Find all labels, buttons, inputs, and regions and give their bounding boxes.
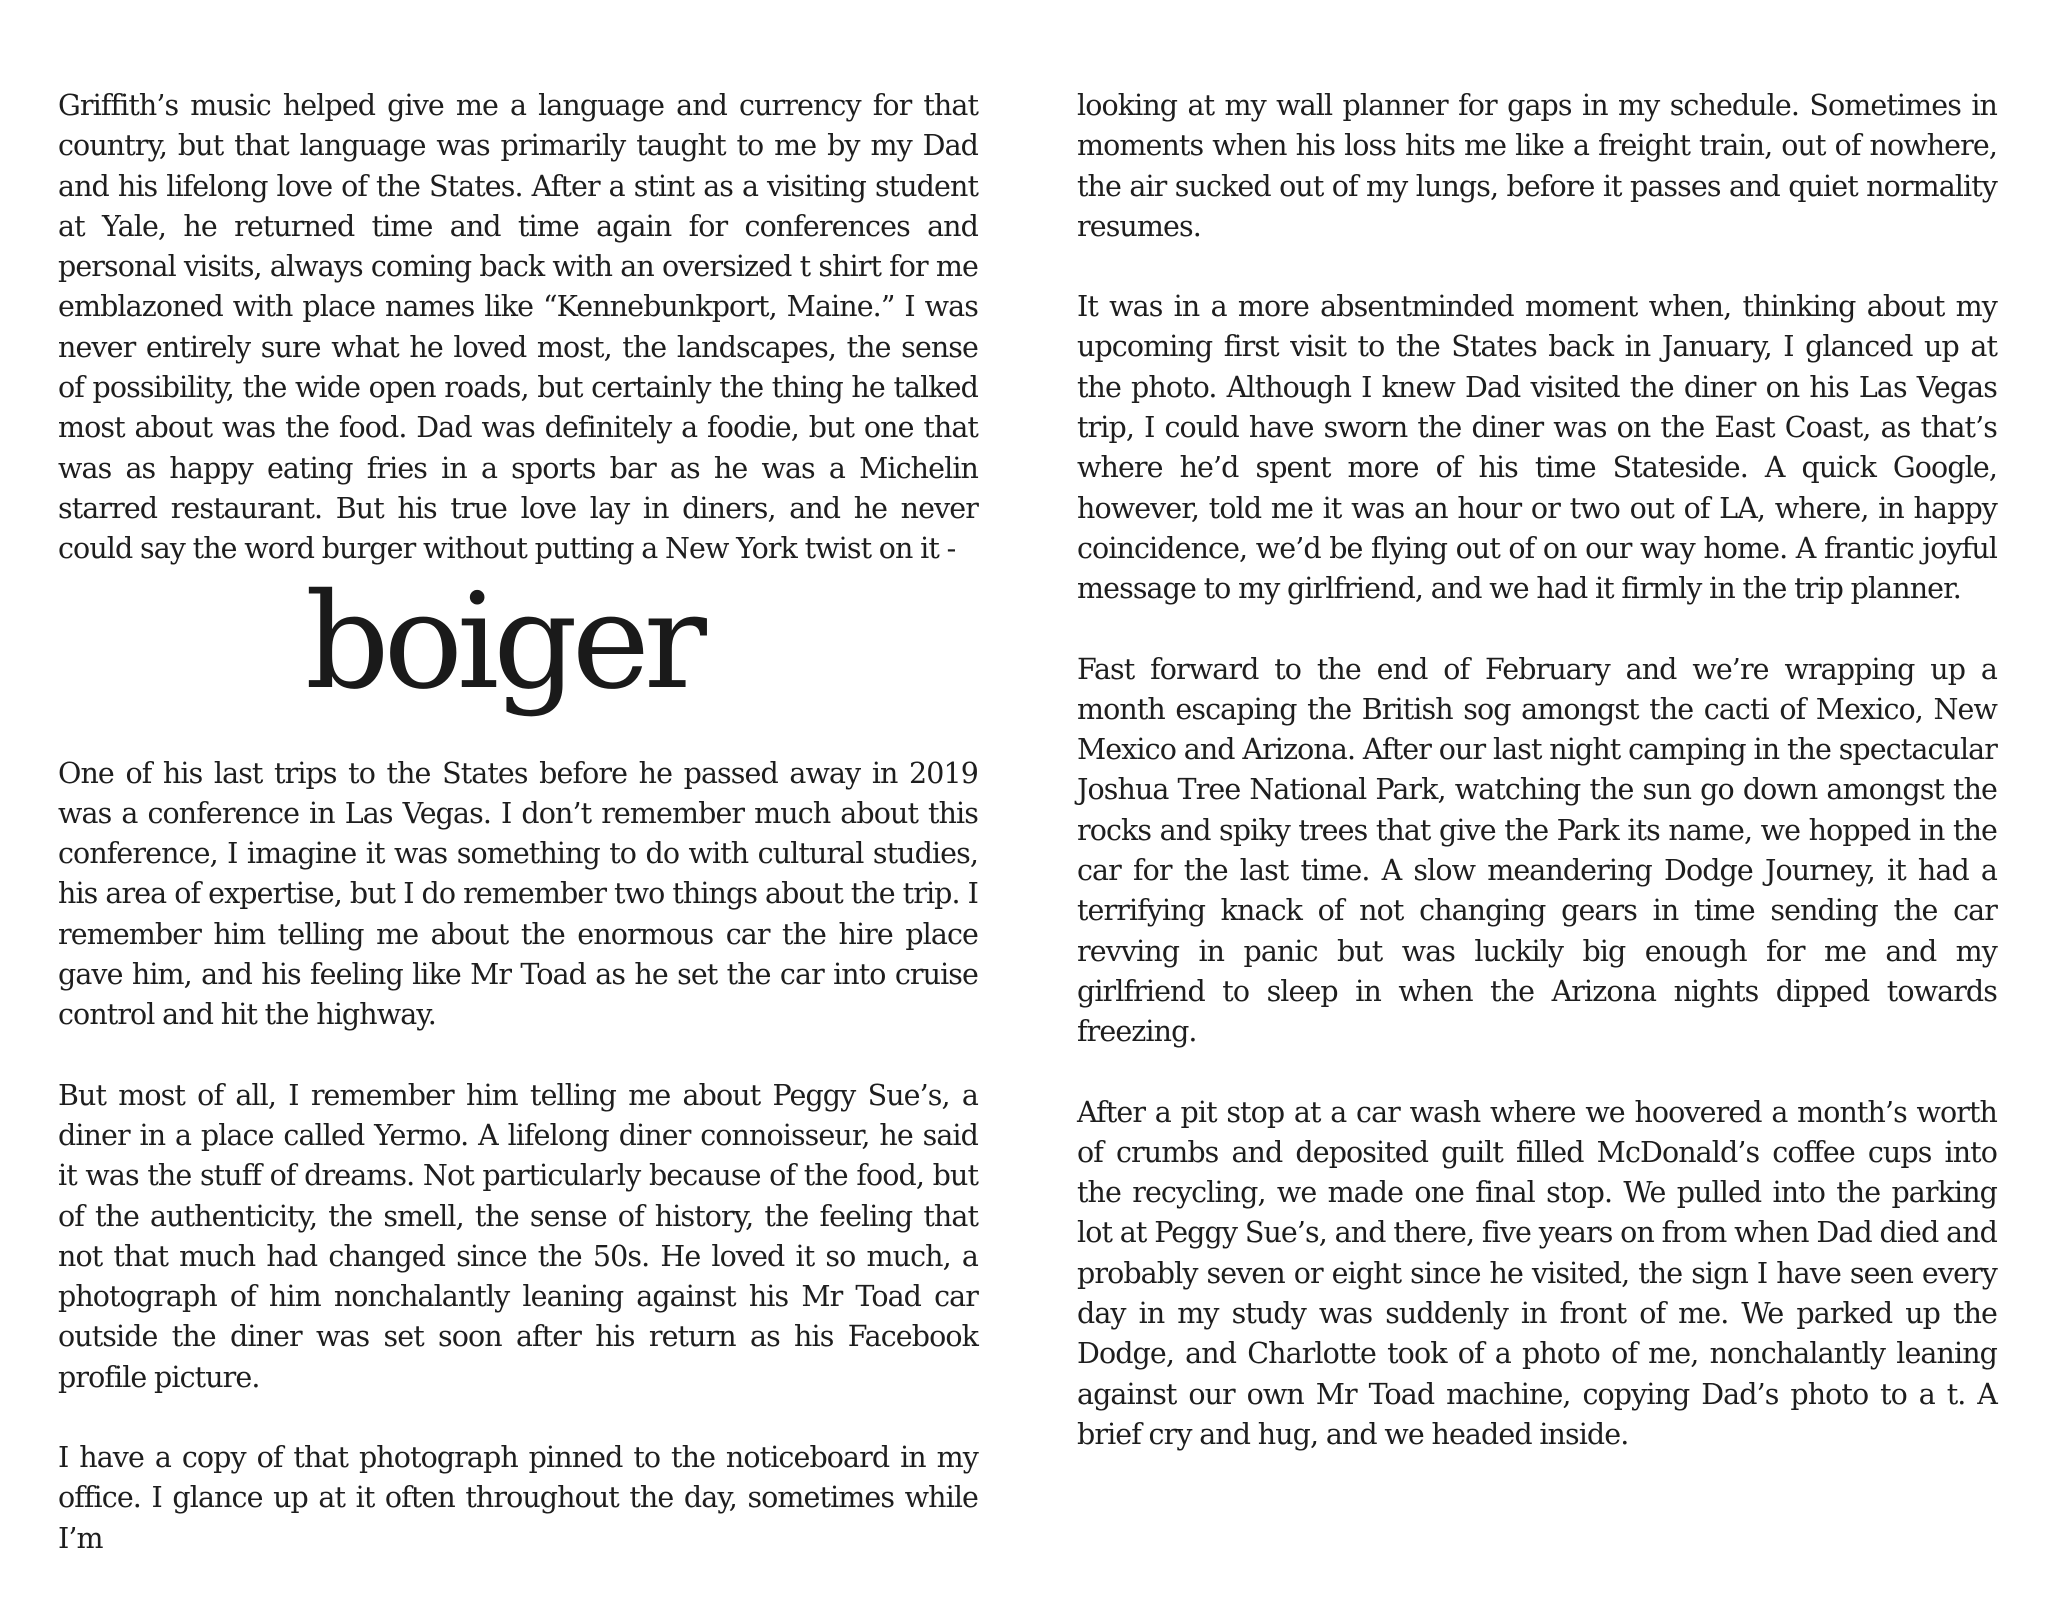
left-paragraph-3: But most of all, I remember him telling me about Peggy Sue’s, a diner in a place called Yermo. A lifelong diner connoisseur, he said it was the stuff of dreams. Not particularly because of the food, but of the authenticity, the smell, the sense of history, the feeling that not that much had changed since the 50s. He loved it so much, a photograph of him nonchalantly leaning against his Mr Toad car outside the diner was set soon after his return as his Facebook profile picture. bbox=[58, 1078, 978, 1394]
pull-word-boiger: boiger bbox=[305, 564, 701, 719]
right-paragraph-2: It was in a more absentminded moment when, thinking about my upcoming first visit to the States back in January, I glanced up at the photo. Although I knew Dad visited the diner on his Las Vegas trip, I could have sworn the diner was on the East Coast, as that’s where he’d spent more of his time Stateside. A quick Google, however, told me it was an hour or two out of LA, where, in happy coincidence, we’d be flying out of on our way home. A frantic joyful message to my girlfriend, and we had it firmly in the trip planner. bbox=[1077, 290, 1997, 606]
left-paragraph-2: One of his last trips to the States before he passed away in 2019 was a conference in Las Vegas. I don’t remember much about this conference, I imagine it was something to do with cultural studies, his area of expertise, but I do remember two things about the trip. I remember him telling me about the enormous car the hire place gave him, and his feeling like Mr Toad as he set the car into cruise control and hit the highway. bbox=[58, 756, 978, 1032]
right-paragraph-4: After a pit stop at a car wash where we hoovered a month’s worth of crumbs and deposited guilt filled McDonald’s coffee cups into the recycling, we made one final stop. We pulled into the parking lot at Peggy Sue’s, and there, five years on from when Dad died and probably seven or eight since he visited, the sign I have seen every day in my study was suddenly in front of me. We parked up the Dodge, and Charlotte took of a photo of me, nonchalantly leaning against our own Mr Toad machine, copying Dad’s photo to a t. A brief cry and hug, and we headed inside. bbox=[1077, 1095, 1997, 1451]
left-column bbox=[58, 86, 978, 1599]
right-column bbox=[1077, 86, 1997, 1495]
left-paragraph-1: Griffith’s music helped give me a language and currency for that country, but that language was primarily taught to me by my Dad and his lifelong love of the States. After a stint as a visiting student at Yale, he returned time and time again for conferences and personal visits, always coming back with an oversized t shirt for me emblazoned with place names like “Kennebunkport, Maine.” I was never entirely sure what he loved most, the landscapes, the sense of possibility, the wide open roads, but certainly the thing he talked most about was the food. Dad was definitely a foodie, but one that was as happy eating fries in a sports bar as he was a Michelin starred restaurant. But his true love lay in diners, and he never could say the word burger without putting a New York twist on it - bbox=[58, 89, 978, 566]
right-paragraph-3: Fast forward to the end of February and we’re wrapping up a month escaping the British sog amongst the cacti of Mexico, New Mexico and Arizona. After our last night camping in the spectacular Joshua Tree National Park, watching the sun go down amongst the rocks and spiky trees that give the Park its name, we hopped in the car for the last time. A slow meandering Dodge Journey, it had a terrifying knack of not changing gears in time sending the car revving in panic but was luckily big enough for me and my girlfriend to sleep in when the Arizona nights dipped towards freezing. bbox=[1077, 652, 1997, 1049]
left-paragraph-4: I have a copy of that photograph pinned to the noticeboard in my office. I glance up at it often throughout the day, sometimes while I’m bbox=[58, 1441, 978, 1555]
right-paragraph-1: looking at my wall planner for gaps in my schedule. Sometimes in moments when his loss hits me like a freight train, out of nowhere, the air sucked out of my lungs, before it passes and quiet normality resumes. bbox=[1077, 89, 1997, 243]
